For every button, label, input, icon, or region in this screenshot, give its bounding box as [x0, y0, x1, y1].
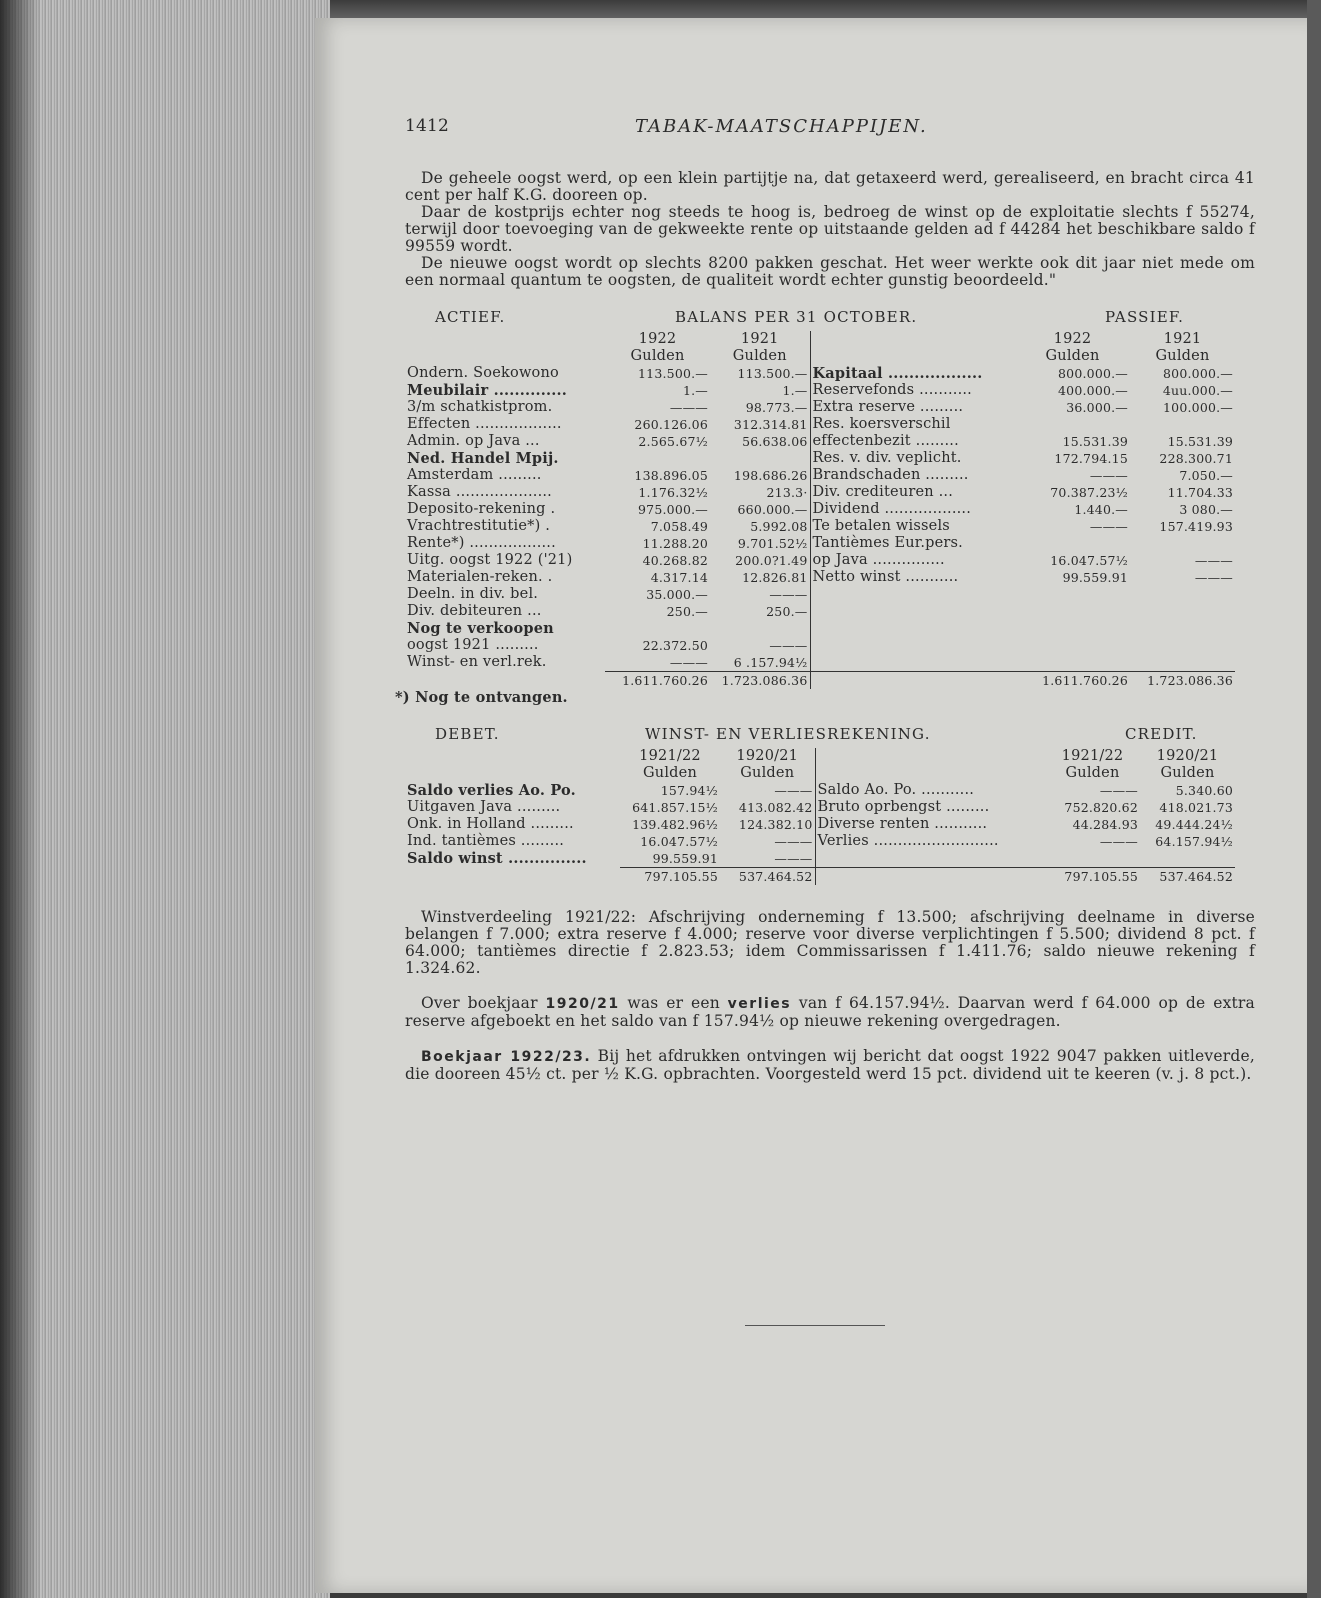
passief-1921-value: 4uu.000.—	[1162, 383, 1233, 398]
passief-label: Res. v. div. veplicht.	[810, 450, 1015, 467]
unit-header: Gulden	[732, 348, 787, 364]
debet-label: Saldo winst ...............	[407, 850, 587, 867]
winst-heading	[405, 726, 1255, 748]
blank-cell	[1130, 603, 1235, 620]
blank-cell	[405, 672, 605, 690]
passief-1922-value: 400.000.—	[1058, 383, 1128, 398]
balans-row	[405, 382, 1235, 399]
passief-label: Netto winst ...........	[810, 569, 1015, 586]
winst-row	[405, 850, 1235, 868]
balans-row	[405, 450, 1235, 467]
balans-row	[405, 552, 1235, 569]
passief-1922-value: 172.794.15	[1054, 451, 1128, 466]
blank-cell	[405, 748, 620, 765]
actief-1921-value: 200.0?1.49	[735, 553, 808, 568]
credit-label: Verlies ..........................	[815, 833, 1045, 850]
actief-label: Admin. op Java ...	[407, 433, 540, 449]
passief-1921-value	[1130, 535, 1235, 552]
balans-row	[405, 637, 1235, 654]
actief-1921-value: ———	[769, 638, 808, 653]
year-1921-header: 1921	[1163, 331, 1202, 347]
blank-cell	[810, 603, 1015, 620]
actief-1922-value: 1.176.32½	[638, 485, 708, 500]
balans-title: BALANS PER 31 OCTOBER.	[675, 308, 918, 326]
debet-total-1921-22: 797.105.55	[620, 868, 720, 886]
debet-1920-21-value: 413.082.42	[738, 800, 813, 815]
balans-row	[405, 467, 1235, 484]
credit-label: Bruto oprbengst .........	[815, 799, 1045, 816]
blank-cell	[810, 654, 1015, 672]
blank-cell	[1045, 850, 1140, 868]
credit-total-1921-22: 797.105.55	[1045, 868, 1140, 886]
balans-row	[405, 365, 1235, 382]
actief-1921-value: 12.826.81	[742, 570, 808, 585]
actief-1921-value: 1.—	[782, 383, 808, 398]
actief-label: Div. debiteuren ...	[407, 603, 542, 619]
unit-header: Gulden	[1160, 765, 1215, 781]
passief-1921-value: 11.704.33	[1167, 485, 1233, 500]
actief-label: Effecten ..................	[407, 416, 562, 432]
balans-row	[405, 433, 1235, 450]
blank-cell	[810, 672, 1015, 690]
actief-1922-value: ———	[669, 400, 708, 415]
page-number: 1412	[405, 116, 450, 136]
actief-1922-value: 250.—	[666, 604, 708, 619]
page-content	[395, 116, 1255, 1083]
debet-1921-22-value: 99.559.91	[652, 851, 718, 866]
balans-row	[405, 586, 1235, 603]
actief-label: Meubilair ..............	[407, 382, 568, 399]
debet-1921-22-value: 16.047.57½	[640, 834, 718, 849]
unit-header: Gulden	[643, 765, 697, 781]
passief-label: Tantièmes Eur.pers.	[810, 535, 1015, 552]
actief-label: Uitg. oogst 1922 ('21)	[407, 552, 573, 568]
blank-cell	[405, 868, 620, 886]
passief-1921-value: ———	[1194, 570, 1233, 585]
debet-label: DEBET.	[435, 725, 500, 743]
actief-1921-value: 250.—	[766, 604, 808, 619]
actief-label: Vrachtrestitutie*) .	[407, 518, 551, 534]
debet-total-1920-21: 537.464.52	[720, 868, 815, 886]
actief-label: oogst 1921 .........	[407, 637, 539, 653]
actief-label: Nog te verkoopen	[407, 620, 554, 637]
credit-1921-22-value: ———	[1099, 783, 1138, 798]
p2-pre: Over boekjaar	[421, 994, 538, 1012]
actief-1921-value: 113.500.—	[737, 366, 808, 381]
blank-cell	[1130, 586, 1235, 603]
balans-heading	[405, 309, 1255, 331]
passief-label: Te betalen wissels	[810, 518, 1015, 535]
passief-1922-value: 16.047.57½	[1050, 553, 1128, 568]
actief-1922-value: 7.058.49	[650, 519, 708, 534]
debet-1921-22-value: 641.857.15½	[632, 800, 718, 815]
actief-label: ACTIEF.	[435, 308, 506, 326]
balans-row	[405, 416, 1235, 433]
balans-table	[405, 331, 1235, 689]
blank-cell	[810, 586, 1015, 603]
year-1921-22-header: 1921/22	[1061, 748, 1124, 764]
intro-paragraph-3: De nieuwe oogst wordt op slechts 8200 pakken geschat. Het weer werkte ook dit jaar niet mede om een normaal quantum te oogsten, de qualiteit wordt echter gunstig beoordeeld."	[405, 254, 1255, 289]
blank-cell	[810, 331, 1015, 348]
actief-label: Amsterdam .........	[407, 467, 542, 483]
blank-cell	[815, 748, 1045, 765]
actief-total-1921: 1.723.086.36	[710, 672, 810, 690]
passief-label: Brandschaden .........	[810, 467, 1015, 484]
actief-1922-value	[605, 450, 710, 467]
actief-1921-value: 9.701.52½	[737, 536, 808, 551]
passief-1921-value: 157.419.93	[1159, 519, 1233, 534]
year-1922-header: 1922	[1053, 331, 1092, 347]
blank-cell	[1130, 654, 1235, 672]
passief-1921-value: 15.531.39	[1167, 434, 1233, 449]
winst-title: WINST- EN VERLIESREKENING.	[645, 725, 931, 743]
passief-label: Kapitaal ..................	[810, 365, 1015, 382]
passief-label: Div. crediteuren ...	[810, 484, 1015, 501]
passief-label: effectenbezit .........	[810, 433, 1015, 450]
p2-mid: was er een	[627, 994, 720, 1012]
credit-1921-22-value: 752.820.62	[1064, 800, 1138, 815]
unit-header: Gulden	[740, 765, 795, 781]
winstverdeeling-paragraph: Winstverdeeling 1921/22: Afschrijving onderneming f 13.500; afschrijving deelname in diverse belangen f 7.000; extra reserve f 4.000; reserve voor diverse verplichtingen f 5.500; dividend 8 pct. f 64.000; tantièmes directie f 2.823.53; idem Commissarissen f 1.411.76; saldo nieuwe rekening f 1.324.62.	[405, 908, 1255, 977]
actief-1921-value: 56.638.06	[742, 434, 808, 449]
actief-1921-value: 6 .157.94½	[733, 655, 808, 670]
running-title: TABAK-MAATSCHAPPIJEN.	[635, 116, 928, 137]
winst-row	[405, 816, 1235, 833]
actief-1921-value: 5.992.08	[750, 519, 808, 534]
blank-cell	[815, 850, 1045, 868]
actief-1922-value: 113.500.—	[638, 366, 708, 381]
passief-1922-value: 36.000.—	[1066, 400, 1128, 415]
p2-post: van f 64.157.94½. Daarvan werd f 64.000 op de extra reserve afgeboekt en het saldo van f 157.94½ op nieuwe rekening overgedragen.	[405, 994, 1255, 1030]
passief-label: Reservefonds ...........	[810, 382, 1015, 399]
actief-1922-value: 2.565.67½	[638, 434, 708, 449]
balans-row	[405, 603, 1235, 620]
winst-table	[405, 748, 1235, 885]
blank-cell	[815, 765, 1045, 782]
actief-1922-value: 1.—	[682, 383, 708, 398]
actief-1921-value	[710, 450, 810, 467]
winst-row	[405, 782, 1235, 799]
passief-label: Extra reserve .........	[810, 399, 1015, 416]
year-1920-21-header: 1920/21	[1156, 748, 1219, 764]
boekjaar-1920-paragraph	[405, 995, 1255, 1030]
passief-1922-value: 15.531.39	[1062, 434, 1128, 449]
balans-row	[405, 535, 1235, 552]
passief-label: PASSIEF.	[1105, 308, 1185, 326]
passief-label: Res. koersverschil	[810, 416, 1015, 433]
actief-1922-value: 22.372.50	[642, 638, 708, 653]
actief-1921-value: 198.686.26	[733, 468, 808, 483]
blank-cell	[815, 868, 1045, 886]
passief-1921-value: 800.000.—	[1163, 366, 1233, 381]
winst-row	[405, 833, 1235, 850]
actief-label: Ondern. Soekowono	[407, 365, 559, 381]
passief-1921-value: ———	[1194, 553, 1233, 568]
p3-post: Bij het afdrukken ontvingen wij bericht dat oogst 1922 9047 pakken uitleverde, die dooreen 45½ ct. per ½ K.G. opbrachten. Voorgesteld werd 15 pct. dividend uit te keeren (v. j. 8 pct.).	[405, 1047, 1255, 1083]
passief-1922-value	[1015, 416, 1130, 433]
passief-1921-value: 3 080.—	[1179, 502, 1233, 517]
credit-total-1920-21: 537.464.52	[1140, 868, 1235, 886]
blank-cell	[1130, 620, 1235, 637]
actief-1921-value: 98.773.—	[745, 400, 808, 415]
credit-1920-21-value: 5.340.60	[1175, 783, 1233, 798]
debet-label: Ind. tantièmes .........	[407, 833, 565, 849]
balans-row	[405, 569, 1235, 586]
blank-cell	[1140, 850, 1235, 868]
debet-label: Onk. in Holland .........	[407, 816, 574, 832]
balans-row	[405, 620, 1235, 637]
balans-row	[405, 501, 1235, 518]
actief-1921-value: 660.000.—	[737, 502, 808, 517]
year-1921-22-header: 1921/22	[639, 748, 701, 764]
credit-label: CREDIT.	[1125, 725, 1198, 743]
blank-cell	[1130, 637, 1235, 654]
p3-keyword: Boekjaar 1922/23.	[421, 1049, 592, 1065]
blank-cell	[1015, 603, 1130, 620]
actief-1922-value: 138.896.05	[634, 468, 708, 483]
actief-1922-value: ———	[669, 655, 708, 670]
credit-1920-21-value: 418.021.73	[1159, 800, 1233, 815]
year-1921-header: 1921	[740, 331, 779, 347]
passief-label: op Java ...............	[810, 552, 1015, 569]
debet-1920-21-value: ———	[774, 851, 813, 866]
year-1922-header: 1922	[638, 331, 677, 347]
actief-1922-value: 260.126.06	[634, 417, 708, 432]
book-page-edges	[0, 0, 330, 1598]
passief-1922-value: ———	[1089, 468, 1128, 483]
debet-1920-21-value: ———	[774, 783, 813, 798]
intro-paragraph-2: Daar de kostprijs echter nog steeds te hoog is, bedroeg de winst op de exploitatie slechts f 55274, terwijl door toevoeging van de gekweekte rente op uitstaande gelden ad f 44284 het beschikbare saldo f 99559 wordt.	[405, 203, 1255, 255]
actief-1922-value: 975.000.—	[638, 502, 708, 517]
winst-row	[405, 799, 1235, 816]
credit-1920-21-value: 49.444.24½	[1155, 817, 1233, 832]
blank-cell	[810, 348, 1015, 365]
debet-1921-22-value: 157.94½	[660, 783, 718, 798]
actief-label: Winst- en verl.rek.	[407, 654, 547, 670]
passief-1921-value: 228.300.71	[1159, 451, 1233, 466]
passief-1922-value: ———	[1089, 519, 1128, 534]
blank-cell	[810, 637, 1015, 654]
passief-1922-value: 70.387.23½	[1050, 485, 1128, 500]
unit-header: Gulden	[1155, 348, 1210, 364]
actief-1921-value	[710, 620, 810, 637]
blank-cell	[1015, 586, 1130, 603]
actief-label: Deposito-rekening .	[407, 501, 556, 517]
actief-label: 3/m schatkistprom.	[407, 399, 553, 415]
actief-1922-value: 35.000.—	[646, 587, 708, 602]
credit-1920-21-value: 64.157.94½	[1155, 834, 1233, 849]
passief-1921-value: 7.050.—	[1179, 468, 1233, 483]
blank-cell	[405, 348, 605, 365]
actief-1921-value: ———	[769, 587, 808, 602]
passief-1922-value: 800.000.—	[1058, 366, 1128, 381]
credit-1921-22-value: 44.284.93	[1072, 817, 1138, 832]
p2-keyword: verlies	[727, 996, 792, 1012]
scan-right-border	[1307, 0, 1321, 1598]
unit-header: Gulden	[1045, 348, 1100, 364]
balans-row	[405, 484, 1235, 501]
passief-1922-value	[1015, 535, 1130, 552]
debet-1920-21-value: ———	[774, 834, 813, 849]
debet-label: Uitgaven Java .........	[407, 799, 561, 815]
passief-total-1922: 1.611.760.26	[1015, 672, 1130, 690]
blank-cell	[405, 331, 605, 348]
actief-label: Kassa ....................	[407, 484, 552, 500]
page-header	[405, 118, 1255, 148]
passief-1921-value	[1130, 416, 1235, 433]
actief-1922-value	[605, 620, 710, 637]
intro-paragraph-1: De geheele oogst werd, op een klein partijtje na, dat getaxeerd werd, gerealiseerd, en bracht circa 41 cent per half K.G. dooreen op.	[405, 169, 1255, 204]
balans-row	[405, 399, 1235, 416]
footer-rule	[745, 1325, 885, 1326]
actief-1922-value: 4.317.14	[650, 570, 708, 585]
blank-cell	[810, 620, 1015, 637]
actief-total-1922: 1.611.760.26	[605, 672, 710, 690]
debet-1921-22-value: 139.482.96½	[632, 817, 718, 832]
blank-cell	[1015, 654, 1130, 672]
passief-total-1921: 1.723.086.36	[1130, 672, 1235, 690]
passief-1922-value: 1.440.—	[1074, 502, 1128, 517]
unit-header: Gulden	[1065, 765, 1120, 781]
blank-cell	[405, 765, 620, 782]
debet-1920-21-value: 124.382.10	[738, 817, 813, 832]
actief-label: Deeln. in div. bel.	[407, 586, 539, 602]
credit-1921-22-value: ———	[1099, 834, 1138, 849]
p2-year: 1920/21	[545, 996, 620, 1012]
balans-row	[405, 654, 1235, 672]
actief-1921-value: 312.314.81	[733, 417, 808, 432]
actief-1922-value: 11.288.20	[642, 536, 708, 551]
passief-1921-value: 100.000.—	[1163, 400, 1233, 415]
actief-label: Ned. Handel Mpij.	[407, 450, 559, 467]
passief-1922-value: 99.559.91	[1062, 570, 1128, 585]
unit-header: Gulden	[630, 348, 685, 364]
year-1920-21-header: 1920/21	[736, 748, 799, 764]
credit-label: Saldo Ao. Po. ...........	[815, 782, 1045, 799]
passief-label: Dividend ..................	[810, 501, 1015, 518]
balans-row	[405, 518, 1235, 535]
blank-cell	[1015, 637, 1130, 654]
actief-1921-value: 213.3·	[766, 485, 808, 500]
actief-1922-value: 40.268.82	[642, 553, 708, 568]
blank-cell	[1015, 620, 1130, 637]
balans-footnote: *) Nog te ontvangen.	[395, 689, 568, 706]
credit-label: Diverse renten ...........	[815, 816, 1045, 833]
actief-label: Rente*) ..................	[407, 535, 556, 551]
actief-label: Materialen-reken. .	[407, 569, 553, 585]
boekjaar-1922-paragraph	[405, 1048, 1255, 1083]
debet-label: Saldo verlies Ao. Po.	[407, 782, 576, 799]
